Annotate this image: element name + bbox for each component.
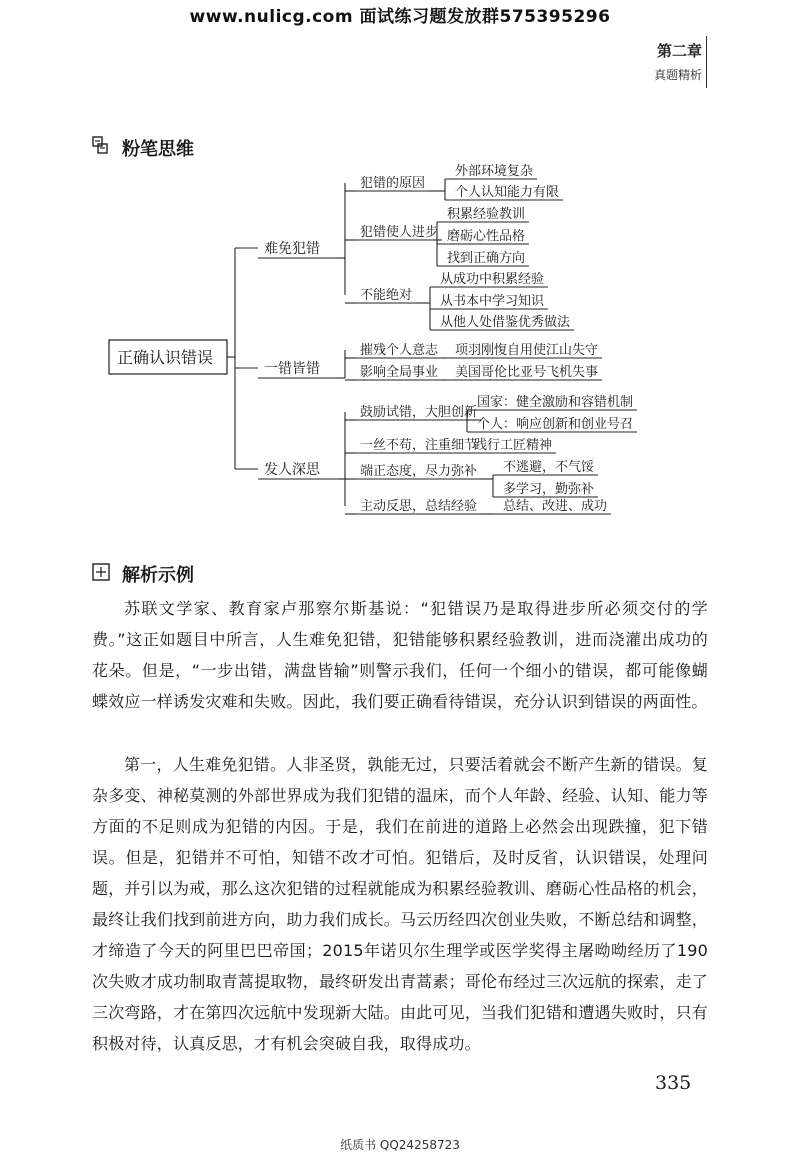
mind-leaf-3-1-1: 国家：健全激励和容错机制 (477, 395, 634, 410)
mind-map (0, 0, 800, 540)
footer-note: 纸质书 QQ24258723 (340, 1138, 460, 1152)
mind-branch-2: 一错皆错 (264, 361, 320, 377)
mind-leaf-1-1-1: 外部环境复杂 (455, 164, 534, 179)
mind-leaf-1-3-2: 从书本中学习知识 (440, 294, 545, 309)
mind-branch-3: 发人深思 (264, 462, 320, 478)
mind-leaf-3-1-2: 个人：响应创新和创业号召 (477, 417, 634, 432)
mind-branch-1: 难免犯错 (264, 241, 320, 257)
mind-sub-1-2: 犯错使人进步 (360, 225, 439, 240)
mind-leaf-1-1-2: 个人认知能力有限 (455, 185, 560, 200)
mind-sub-3-1: 鼓励试错，大胆创新 (360, 405, 478, 420)
chapter-title: 第二章 (656, 42, 702, 60)
mind-leaf-1-2-3: 找到正确方向 (447, 251, 526, 266)
mind-leaf-3-3-2: 多学习，勤弥补 (503, 482, 595, 497)
mind-sub-3-2: 一丝不苟，注重细节 (360, 438, 478, 453)
mind-sub-3-4: 主动反思，总结经验 (360, 499, 478, 514)
mind-leaf-2-1-1: 项羽刚愎自用使江山失守 (455, 343, 599, 358)
analysis-example-icon (92, 563, 110, 581)
mind-leaf-1-3-3: 从他人处借鉴优秀做法 (440, 315, 571, 330)
page-number: 335 (655, 1072, 692, 1094)
section-title-chalk-thinking: 粉笔思维 (122, 139, 194, 160)
chapter-subtitle: 真题精析 (653, 68, 702, 82)
mind-leaf-2-2-1: 美国哥伦比亚号飞机失事 (455, 365, 599, 380)
mind-root-label: 正确认识错误 (117, 348, 214, 367)
mind-leaf-1-3-1: 从成功中积累经验 (440, 272, 545, 287)
paragraph-intro: 苏联文学家、教育家卢那察尔斯基说：“犯错误乃是取得进步所必须交付的学费。”这正如题目中所言，人生难免犯错，犯错能够积累经验教训，进而浇灌出成功的花朵。但是，“一步出错，满盘皆输”则警示我们，任何一个细小的错误，都可能像蝴蝶效应一样诱发灾难和失败。因此，我们要正确看待错误，充分认识到错误的两面性。 (92, 599, 708, 711)
mind-leaf-3-2-1: 践行工匠精神 (474, 438, 553, 453)
mind-sub-2-1: 摧残个人意志 (360, 343, 439, 358)
mind-sub-3-3: 端正态度，尽力弥补 (360, 464, 478, 479)
mind-leaf-1-2-1: 积累经验教训 (447, 207, 526, 222)
mind-leaf-3-3-1: 不逃避，不气馁 (503, 460, 595, 475)
mind-sub-1-3: 不能绝对 (360, 288, 413, 303)
mind-leaf-3-4-1: 总结、改进、成功 (503, 499, 608, 514)
watermark-banner: www.nulicg.com 面试练习题发放群575395296 (189, 7, 611, 27)
mind-leaf-1-2-2: 磨砺心性品格 (447, 229, 526, 244)
mind-sub-1-1: 犯错的原因 (360, 176, 426, 191)
mind-sub-2-2: 影响全局事业 (360, 365, 439, 380)
section-title-analysis: 解析示例 (122, 565, 194, 586)
paragraph-point-one: 第一，人生难免犯错。人非圣贤，孰能无过，只要活着就会不断产生新的错误。复杂多变、神秘莫测的外部世界成为我们犯错的温床，而个人年龄、经验、认知、能力等方面的不足则成为犯错的内因。于是，我们在前进的道路上必然会出现跌撞，犯下错误。但是，犯错并不可怕，知错不改才可怕。犯错后，及时反省，认识错误，处理问题，并引以为戒，那么这次犯错的过程就能成为积累经验教训、磨砺心性品格的机会，最终让我们找到前进方向，助力我们成长。马云历经四次创业失败，不断总结和调整，才缔造了今天的阿里巴巴帝国；2015年诺贝尔生理学或医学奖得主屠呦呦经历了190次失败才成功制取青蒿提取物，最终研发出青蒿素；哥伦布经过三次远航的探索，走了三次弯路，才在第四次远航中发现新大陆。由此可见，当我们犯错和遭遇失败时，只有积极对待，认真反思，才有机会突破自我，取得成功。 (92, 755, 708, 1053)
